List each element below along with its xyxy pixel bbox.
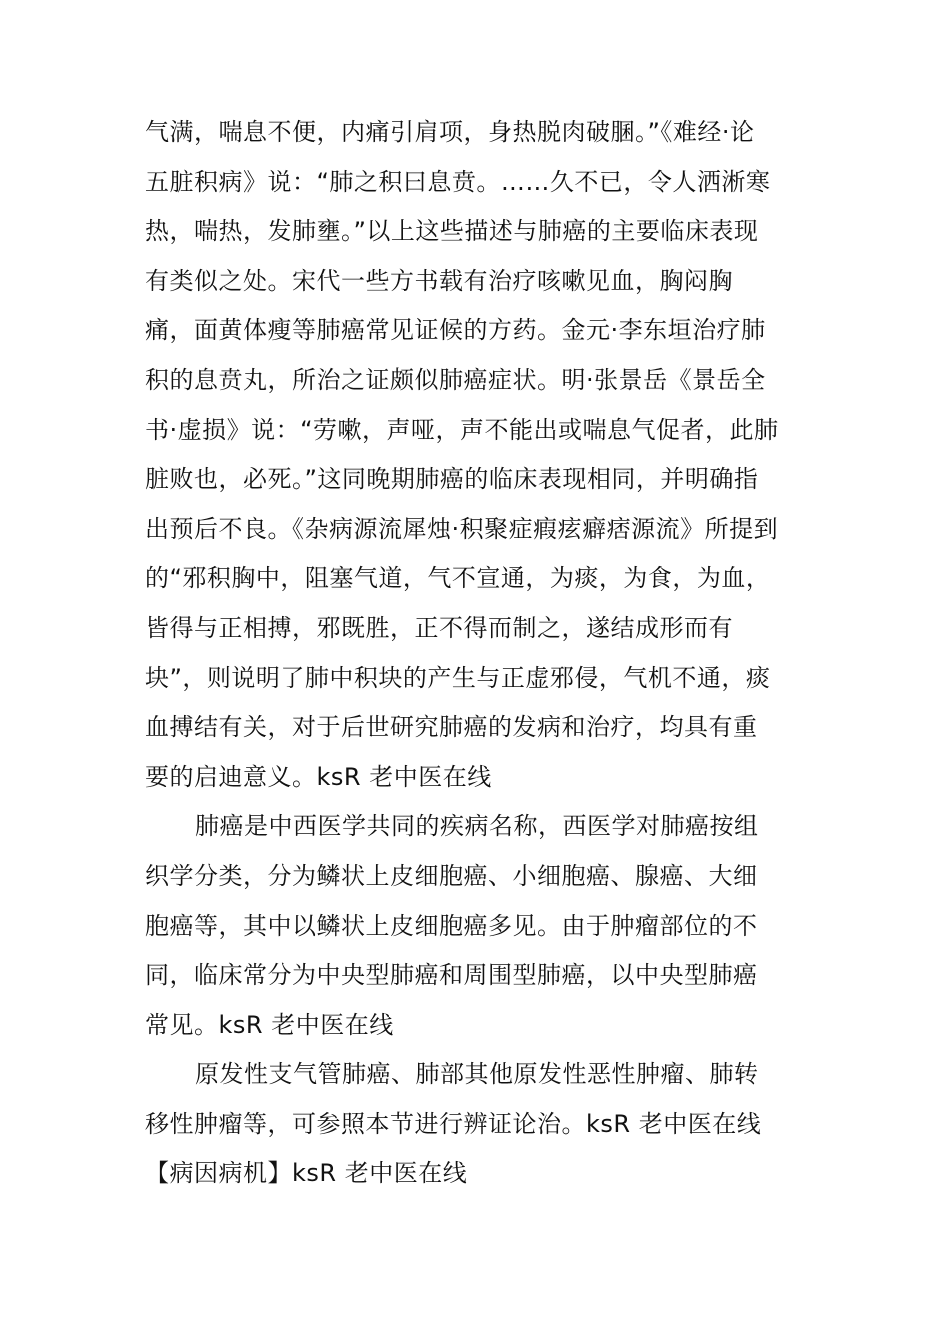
text-line: 织学分类，分为鳞状上皮细胞癌、小细胞癌、腺癌、大细 xyxy=(145,861,758,890)
text-line: 气满，喘息不便，内痛引肩项，身热脱肉破䐃。”《难经·论 xyxy=(145,118,755,146)
text-line: 胞癌等，其中以鳞状上皮细胞癌多见。由于肿瘤部位的不 xyxy=(145,911,758,940)
text-line: 移性肿瘤等，可参照本节进行辨证论治。ksR 老中医在线 xyxy=(145,1109,762,1138)
text-line: 脏败也，必死。”这同晚期肺癌的临床表现相同，并明确指 xyxy=(145,465,759,494)
section-heading: 【病因病机】ksR 老中医在线 xyxy=(145,1159,468,1188)
paragraph-first-line: 原发性支气管肺癌、肺部其他原发性恶性肿瘤、肺转 xyxy=(195,1060,759,1089)
text-line: 同，临床常分为中央型肺癌和周围型肺癌，以中央型肺癌 xyxy=(145,961,758,990)
body-text xyxy=(145,108,825,1199)
text-line: 出预后不良。《杂病源流犀烛·积聚症瘕痃癖痞源流》所提到 xyxy=(145,514,779,543)
text-line: 有类似之处。宋代一些方书载有治疗咳嗽见血，胸闷胸 xyxy=(145,266,733,295)
text-line: 书·虚损》说：“劳嗽，声哑，声不能出或喘息气促者，此肺 xyxy=(145,415,779,444)
text-line: 皆得与正相搏，邪既胜，正不得而制之，遂结成形而有 xyxy=(145,613,733,642)
text-line: 的“邪积胸中，阻塞气道，气不宣通，为痰，为食，为血， xyxy=(145,564,771,593)
text-line: 热，喘热，发肺壅。”以上这些描述与肺癌的主要临床表现 xyxy=(145,217,759,246)
text-line: 五脏积病》说：“肺之积曰息贲。……久不已，令人洒淅寒 xyxy=(145,167,771,196)
text-line: 常见。ksR 老中医在线 xyxy=(145,1010,394,1039)
paragraph-first-line: 肺癌是中西医学共同的疾病名称，西医学对肺癌按组 xyxy=(195,812,759,841)
text-line: 积的息贲丸，所治之证颇似肺癌症状。明·张景岳《景岳全 xyxy=(145,365,766,394)
text-line: 要的启迪意义。ksR 老中医在线 xyxy=(145,762,492,791)
text-line: 痛，面黄体瘦等肺癌常见证候的方药。金元·李东垣治疗肺 xyxy=(145,316,766,345)
text-line: 血搏结有关，对于后世研究肺癌的发病和治疗，均具有重 xyxy=(145,713,758,742)
text-line: 块”，则说明了肺中积块的产生与正虚邪侵，气机不通，痰 xyxy=(145,663,771,692)
